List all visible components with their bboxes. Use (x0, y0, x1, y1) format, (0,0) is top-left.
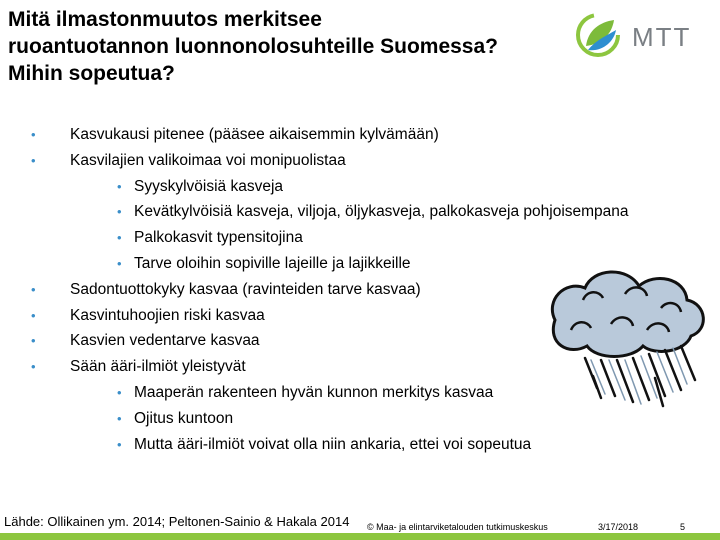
bullet-text: Kasvintuhoojien riski kasvaa (70, 306, 265, 324)
bullet-marker: • (31, 333, 36, 349)
bullet-marker: • (31, 307, 36, 323)
bullet-item (0, 199, 715, 225)
bullet-marker: • (31, 281, 36, 297)
bullet-item (0, 225, 715, 251)
bullet-text: Syyskylvöisiä kasveja (134, 177, 284, 195)
bullet-marker: • (117, 384, 122, 400)
bullet-text: Kasvien vedentarve kasvaa (70, 332, 260, 350)
bullet-item (0, 432, 715, 458)
bullet-marker: • (31, 127, 36, 142)
bullet-text: Kasvukausi pitenee (pääsee aikaisemmin kylvämään) (70, 126, 439, 143)
bullet-text: Palkokasvit typensitojina (134, 229, 303, 247)
bullet-item (0, 148, 715, 174)
mtt-logo (574, 10, 714, 60)
bullet-marker: • (31, 152, 36, 168)
bullet-text: Kevätkylvöisiä kasveja, viljoja, öljykasveja, palkokasveja pohjoisempana (134, 203, 629, 221)
bullet-text: Mutta ääri-ilmiöt voivat olla niin ankaria, ettei voi sopeutua (134, 435, 532, 453)
footer (0, 508, 720, 540)
bullet-text: Maaperän rakenteen hyvän kunnon merkitys kasvaa (134, 383, 494, 401)
bullet-marker: • (117, 255, 122, 271)
title-line-2: ruoantuotannon luonnonolosuhteille Suomessa? (8, 35, 498, 58)
footer-divider (0, 533, 720, 540)
title-line-3: Mihin sopeutua? (8, 62, 175, 85)
bullet-marker: • (117, 230, 122, 246)
bullet-text: Sään ääri-ilmiöt yleistyvät (70, 358, 246, 376)
bullet-marker: • (31, 359, 36, 375)
bullet-item (0, 174, 715, 200)
bullet-item (0, 122, 715, 148)
slide-date: 3/17/2018 (598, 522, 639, 532)
bullet-marker: • (117, 410, 122, 426)
source-citation: Lähde: Ollikainen ym. 2014; Peltonen-Sainio & Hakala 2014 (4, 514, 350, 529)
storm-cloud-rain-icon (535, 260, 715, 420)
slide-title (8, 6, 568, 87)
bullet-marker: • (117, 204, 122, 220)
mtt-leaf-logo-icon (574, 10, 622, 60)
bullet-text: Tarve oloihin sopiville lajeille ja lajikkeille (134, 254, 411, 272)
bullet-marker: • (117, 436, 122, 452)
page-number: 5 (680, 522, 686, 532)
logo-text: MTT (632, 22, 692, 52)
bullet-text: Kasvilajien valikoimaa voi monipuolistaa (70, 151, 346, 169)
title-line-1: Mitä ilmastonmuutos merkitsee (8, 8, 322, 31)
copyright-text: © Maa- ja elintarviketalouden tutkimuskeskus (367, 522, 548, 532)
bullet-text: Sadontuottokyky kasvaa (ravinteiden tarve kasvaa) (70, 280, 421, 298)
bullet-marker: • (117, 178, 122, 194)
bullet-text: Ojitus kuntoon (134, 409, 234, 427)
